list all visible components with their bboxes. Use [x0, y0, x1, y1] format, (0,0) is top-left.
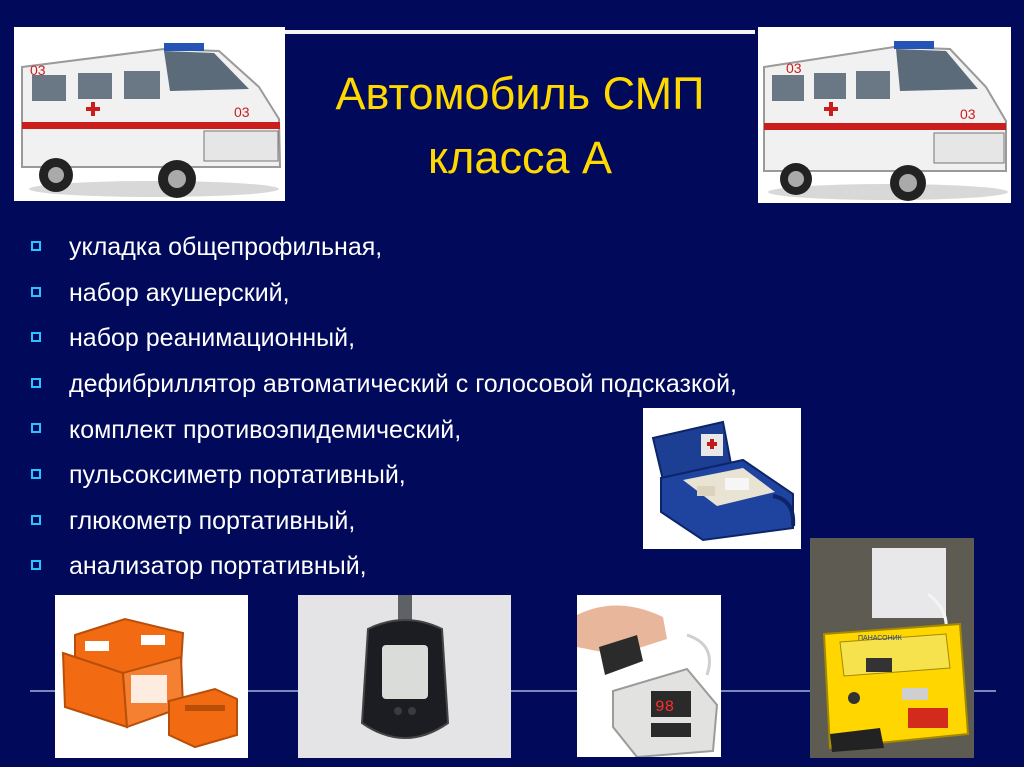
- ambulance-number-label: 03: [30, 62, 46, 78]
- square-bullet-icon: [31, 515, 41, 525]
- list-item: глюкометр портативный,: [30, 499, 737, 545]
- oximeter-readout: 98: [655, 698, 675, 716]
- defib-cover-label: ПАНАСОНИК: [858, 635, 902, 642]
- list-item: укладка общепрофильная,: [30, 225, 737, 271]
- ambulance-number-label: 03: [234, 104, 250, 120]
- orange-cases-photo: [55, 595, 248, 758]
- square-bullet-icon: [31, 469, 41, 479]
- list-item: дефибриллятор автоматический с голосовой подсказкой,: [30, 362, 737, 408]
- square-bullet-icon: [31, 378, 41, 388]
- list-item: анализатор портативный,: [30, 544, 737, 590]
- glucometer-photo: [298, 595, 511, 758]
- ambulance-number-label: 03: [960, 106, 976, 122]
- title-line-2: класса А: [427, 132, 613, 183]
- ambulance-photo-left: [14, 27, 285, 201]
- list-item: комплект противоэпидемический,: [30, 407, 737, 453]
- square-bullet-icon: [31, 287, 41, 297]
- defibrillator-photo: [810, 538, 974, 758]
- title-line-1: Автомобиль СМП: [335, 68, 705, 119]
- slide-title: [270, 62, 770, 190]
- list-item: набор акушерский,: [30, 271, 737, 317]
- pulse-oximeter-photo: [577, 595, 721, 757]
- list-item: пульсоксиметр портативный,: [30, 453, 737, 499]
- list-item: набор реанимационный,: [30, 316, 737, 362]
- square-bullet-icon: [31, 423, 41, 433]
- title-top-rule: [285, 30, 755, 34]
- equipment-list: [30, 225, 737, 590]
- square-bullet-icon: [31, 241, 41, 251]
- square-bullet-icon: [31, 332, 41, 342]
- square-bullet-icon: [31, 560, 41, 570]
- ambulance-photo-right: [758, 27, 1011, 203]
- medical-bag-photo: [643, 408, 801, 549]
- ambulance-number-label: 03: [786, 60, 802, 76]
